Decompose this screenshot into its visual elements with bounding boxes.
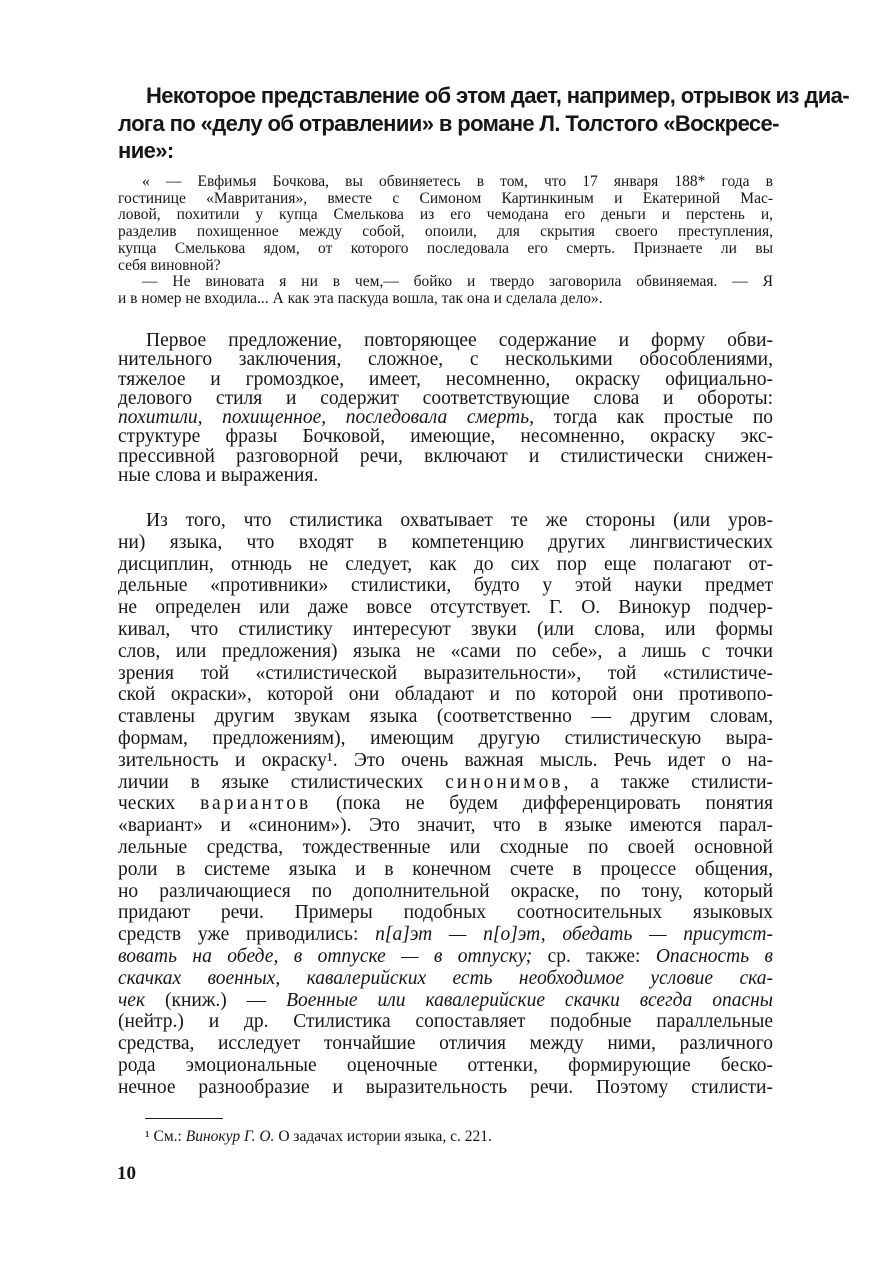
text-line: [118, 990, 773, 1012]
text-segment: (пока не будем дифференцировать понятия: [311, 793, 773, 815]
italic-example: Опасность в: [655, 945, 773, 967]
text-segment: формам, предложениям), имеющим другую стилистическую выра-: [118, 727, 773, 749]
text-segment: «вариант» и «синоним»). Это значит, что в языке имеются парал-: [118, 815, 773, 837]
italic-example: п[а]эт — п[о]эт, обедать — присутст-: [375, 924, 773, 946]
quote-line: ловой, похитили у купца Смелькова из его чемодана его деньги и перстень и,: [118, 206, 773, 224]
text-line: [118, 881, 773, 903]
text-line: [118, 728, 773, 750]
text-segment: дельные «противники» стилистики, будто у этой науки предмет: [118, 575, 773, 597]
text-segment: зрения той «стилистической выразительности», той «стилистиче-: [118, 662, 773, 684]
body-paragraph-2: [118, 510, 773, 1099]
italic-example: Военные или кавалерийские скачки всегда опасны: [286, 989, 773, 1011]
text-line: [118, 408, 773, 427]
text-line: [118, 684, 773, 706]
text-line: [118, 447, 773, 466]
text-line: [118, 946, 773, 968]
intro-line: Некоторое представление об этом дает, например, отрывок из диа-: [146, 83, 850, 108]
text-segment: слов, или предложения) языка не «сами по себе», а лишь с точки: [118, 640, 773, 662]
text-segment: личии в языке стилистических: [118, 771, 446, 793]
italic-example: чек: [118, 989, 146, 1011]
text-segment: ской окраски», которой они обладают и по которой они противопо-: [118, 684, 773, 706]
footnote-prefix: См.:: [153, 1128, 186, 1145]
spaced-term: вариантов: [200, 793, 312, 815]
quote-line: разделив похищенное между собой, опоили, для скрытия своего преступления,: [118, 223, 773, 241]
intro-paragraph: [118, 82, 850, 165]
text-line: [118, 924, 773, 946]
text-segment: лельные средства, тождественные или сходные по своей основной: [118, 836, 773, 858]
text-line: [118, 837, 773, 859]
text-segment: не определен или даже вовсе отсутствует. Г. О. Винокур подчер-: [118, 597, 773, 619]
text-line: [118, 968, 773, 990]
text-segment: но различающиеся по дополнительной окраске, по тону, который: [118, 880, 773, 902]
text-line: [118, 370, 773, 389]
text-segment: средств уже приводились:: [118, 924, 376, 946]
text-segment: роли в системе языка и в конечном счете в процессе общения,: [118, 858, 773, 880]
text-segment: дисциплин, отнюдь не следует, как до сих пор еще полагают от-: [118, 553, 773, 575]
text-segment: Из того, что стилистика охватывает те же стороны (или уров-: [146, 510, 773, 531]
italic-example: похитили, похищенное, последовала смерть,: [118, 407, 534, 429]
text-line: [118, 597, 773, 619]
text-segment: прессивной разговорной речи, включают и стилистически снижен-: [118, 445, 773, 467]
text-line: [118, 641, 773, 663]
footnote-author: Винокур Г. О.: [185, 1128, 275, 1145]
text-segment: , а также стилисти-: [563, 771, 773, 793]
text-line: [118, 663, 773, 685]
intro-line: лога по «делу об отравлении» в романе Л. Толстого «Воскресе-: [118, 110, 779, 136]
spaced-term: синонимов: [445, 771, 564, 793]
text-line: [118, 619, 773, 641]
quote-line: себя виновной?: [118, 256, 221, 274]
text-line: [118, 815, 773, 837]
body-paragraph-1: [118, 331, 773, 485]
text-line: [118, 331, 773, 350]
quote-line: и в номер не входила... А как эта паскуда вошла, так она и сделала дело».: [118, 289, 603, 307]
text-segment: зительность и окраску¹. Это очень важная мысль. Речь идет о на-: [118, 749, 773, 771]
text-segment: ставлены другим звукам языка (соответственно — другим словам,: [118, 706, 773, 728]
italic-example: вовать на обеде, в отпуске — в отпуску;: [118, 945, 533, 967]
text-segment: делового стиля и содержит соответствующие слова и обороты:: [118, 387, 773, 409]
text-line: [118, 466, 773, 485]
footnote-divider: [145, 1118, 223, 1119]
quote-line: купца Смелькова ядом, от которого последовала его смерть. Признаете ли вы: [118, 239, 773, 257]
tolstoy-quote: [118, 174, 773, 308]
text-line: [118, 859, 773, 881]
text-segment: рода эмоциональные оценочные оттенки, формирующие беско-: [118, 1054, 773, 1076]
text-segment: придают речи. Примеры подобных соотносительных языковых: [118, 902, 773, 924]
text-segment: кивал, что стилистику интересуют звуки (или слова, или формы: [118, 618, 773, 640]
text-line: [118, 532, 773, 554]
text-segment: структуре фразы Бочковой, имеющие, несомненно, окраску экс-: [118, 426, 773, 448]
text-segment: ни) языка, что входят в компетенцию других лингвистических: [118, 531, 773, 553]
text-line: [118, 575, 773, 597]
text-line: [118, 427, 773, 446]
text-line: [118, 1055, 773, 1077]
text-segment: тяжелое и громоздкое, имеет, несомненно, окраску официально-: [118, 368, 773, 390]
text-line: [118, 1033, 773, 1055]
text-segment: нительного заключения, сложное, с несколькими обособлениями,: [118, 349, 773, 371]
footnote-source: О задачах истории языка, с. 221.: [274, 1128, 492, 1145]
text-segment: (нейтр.) и др. Стилистика сопоставляет подобные параллельные: [118, 1011, 773, 1033]
italic-example: скачках военных, кавалерийских есть необходимое условие ска-: [118, 967, 773, 989]
quote-line: « — Евфимья Бочкова, вы обвиняетесь в том, что 17 января 188* года в: [142, 173, 773, 190]
text-line: [118, 793, 773, 815]
footnote: [145, 1128, 492, 1146]
text-segment: нечное разнообразие и выразительность речи. Поэтому стилисти-: [118, 1076, 773, 1098]
intro-line: ние»:: [118, 138, 174, 163]
text-segment: ческих: [118, 793, 201, 815]
footnote-marker: ¹: [145, 1128, 154, 1145]
quote-line: гостинице «Мавритания», вместе с Симоном Картинкиным и Екатериной Мас-: [118, 189, 773, 207]
text-line: [118, 750, 773, 772]
text-line: [118, 902, 773, 924]
text-segment: (книж.) —: [145, 989, 287, 1011]
text-line: [118, 772, 773, 794]
page-number: 10: [117, 1163, 136, 1184]
text-segment: ср. также:: [532, 945, 656, 967]
text-segment: ные слова и выражения.: [118, 465, 319, 487]
quote-line: — Не виновата я ни в чем,— бойко и твердо заговорила обвиняемая. — Я: [142, 273, 773, 291]
text-line: [118, 554, 773, 576]
text-line: [118, 510, 773, 532]
text-line: [118, 1011, 773, 1033]
text-segment: тогда как простые по: [533, 407, 774, 429]
text-line: [118, 389, 773, 408]
text-line: [118, 706, 773, 728]
text-line: [118, 350, 773, 369]
text-segment: Первое предложение, повторяющее содержание и форму обви-: [146, 330, 773, 351]
text-line: [118, 1077, 773, 1099]
text-segment: средства, исследует тончайшие отличия между ними, различного: [118, 1033, 773, 1055]
